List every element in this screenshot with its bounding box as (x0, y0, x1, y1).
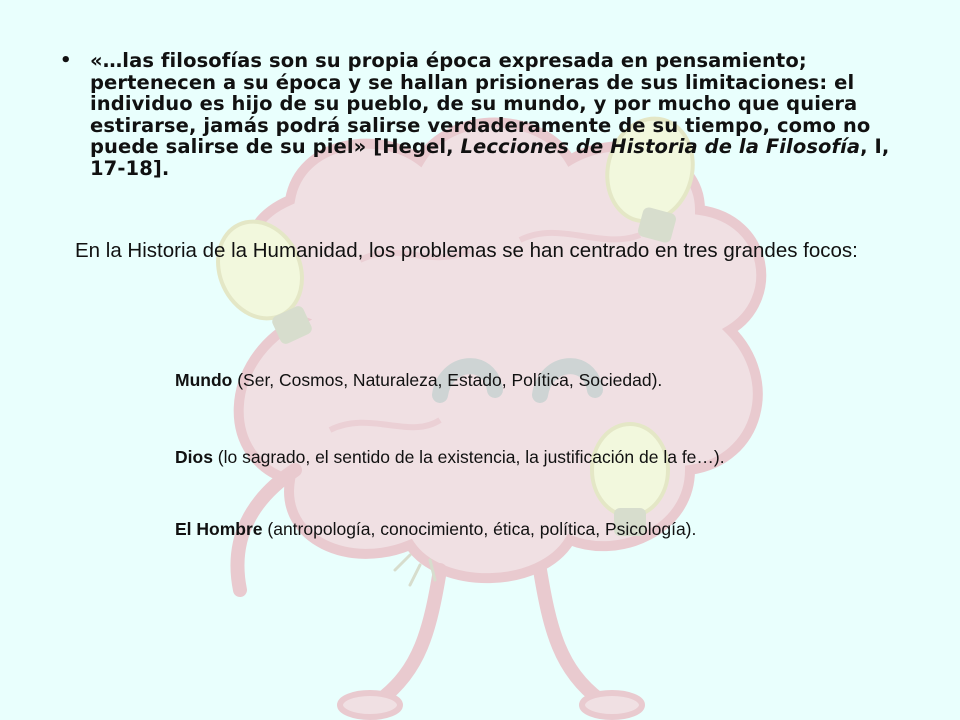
focus-description: (lo sagrado, el sentido de la existencia, la justificación de la fe…). (212, 447, 725, 467)
focus-term: Dios (175, 447, 213, 467)
quote-book-title: Lecciones de Historia de la Filosofía (460, 135, 861, 158)
quote-text: «…las filosofías son su propia época expresada en pensamiento; pertenecen a su época y se hallan prisioneras de sus limitaciones: el individuo es hijo de su pueblo, de su mundo, y por mucho que quiera estirarse, jamás podrá salirse verdaderamente de su tiempo, como no puede salirse de su piel» [Hegel, (90, 49, 871, 158)
focus-description: (Ser, Cosmos, Naturaleza, Estado, Política, Sociedad). (232, 370, 663, 390)
focus-item-mundo (175, 369, 935, 391)
intro-text: En la Historia de la Humanidad, los problemas se han centrado en tres grandes focos: (75, 239, 858, 262)
focus-term: El Hombre (175, 519, 263, 539)
focus-item-el-hombre (175, 518, 935, 540)
focus-item-dios (175, 446, 935, 468)
hegel-quote (90, 50, 930, 179)
bullet-icon: • (60, 50, 72, 71)
quote-bullet (60, 50, 940, 179)
quote-citation: , I, 17-18]. (90, 135, 890, 180)
focus-term: Mundo (175, 370, 233, 390)
focus-description: (antropología, conocimiento, ética, política, Psicología). (262, 519, 697, 539)
